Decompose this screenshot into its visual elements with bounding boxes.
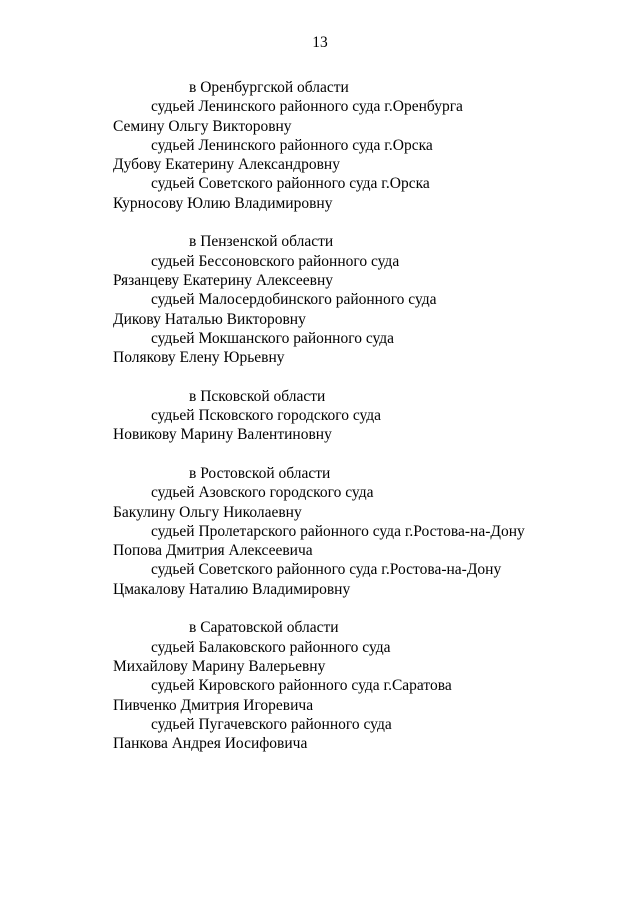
judge-name: Дикову Наталью Викторовну bbox=[113, 310, 306, 328]
judge-name: Попова Дмитрия Алексеевича bbox=[113, 542, 313, 560]
court-line: судьей Азовского городского суда bbox=[151, 484, 374, 502]
region-section-orenburg bbox=[0, 78, 640, 213]
judge-name: Пивченко Дмитрия Игоревича bbox=[113, 696, 314, 714]
court-line: судьей Псковского городского суда bbox=[151, 407, 382, 425]
section-spacer bbox=[0, 367, 640, 386]
judge-name: Бакулину Ольгу Николаевну bbox=[113, 503, 302, 521]
region-heading: в Псковской области bbox=[189, 387, 326, 405]
court-line: судьей Ленинского районного суда г.Орска bbox=[151, 136, 433, 154]
judge-name: Цмакалову Наталию Владимировну bbox=[113, 580, 351, 598]
court-line: судьей Советского районного суда г.Орска bbox=[151, 175, 430, 193]
court-line: судьей Пугачевского районного суда bbox=[151, 715, 392, 733]
judge-name: Полякову Елену Юрьевну bbox=[113, 349, 285, 367]
court-line: судьей Бессоновского районного суда bbox=[151, 252, 400, 270]
court-line: судьей Кировского районного суда г.Саратова bbox=[151, 677, 452, 695]
region-section-pskov bbox=[0, 387, 640, 445]
section-spacer bbox=[0, 445, 640, 464]
court-line: судьей Балаковского районного суда bbox=[151, 638, 391, 656]
judge-name: Панкова Андрея Иосифовича bbox=[113, 735, 308, 753]
court-line: судьей Мокшанского районного суда bbox=[151, 329, 395, 347]
court-line: судьей Советского районного суда г.Ростова-на-Дону bbox=[151, 561, 502, 579]
region-section-penza bbox=[0, 232, 640, 367]
court-line: судьей Малосердобинского районного суда bbox=[151, 291, 437, 309]
region-section-rostov bbox=[0, 464, 640, 599]
judge-name: Рязанцеву Екатерину Алексеевну bbox=[113, 271, 334, 289]
judge-name: Михайлову Марину Валерьевну bbox=[113, 657, 326, 675]
section-spacer bbox=[0, 213, 640, 232]
region-heading: в Саратовской области bbox=[189, 619, 339, 637]
judge-name: Новикову Марину Валентиновну bbox=[113, 426, 332, 444]
region-heading: в Оренбургской области bbox=[189, 79, 349, 96]
region-section-saratov bbox=[0, 618, 640, 753]
judge-name: Семину Ольгу Викторовну bbox=[113, 117, 292, 135]
court-line: судьей Ленинского районного суда г.Оренбурга bbox=[151, 98, 463, 116]
judge-name: Курносову Юлию Владимировну bbox=[113, 194, 333, 212]
appointments-list bbox=[0, 78, 640, 753]
region-heading: в Пензенской области bbox=[189, 233, 334, 251]
judge-name: Дубову Екатерину Александровну bbox=[113, 156, 340, 174]
page-number: 13 bbox=[312, 34, 328, 51]
court-line: судьей Пролетарского районного суда г.Ростова-на-Дону bbox=[151, 522, 525, 540]
region-heading: в Ростовской области bbox=[189, 464, 331, 482]
section-spacer bbox=[0, 599, 640, 618]
